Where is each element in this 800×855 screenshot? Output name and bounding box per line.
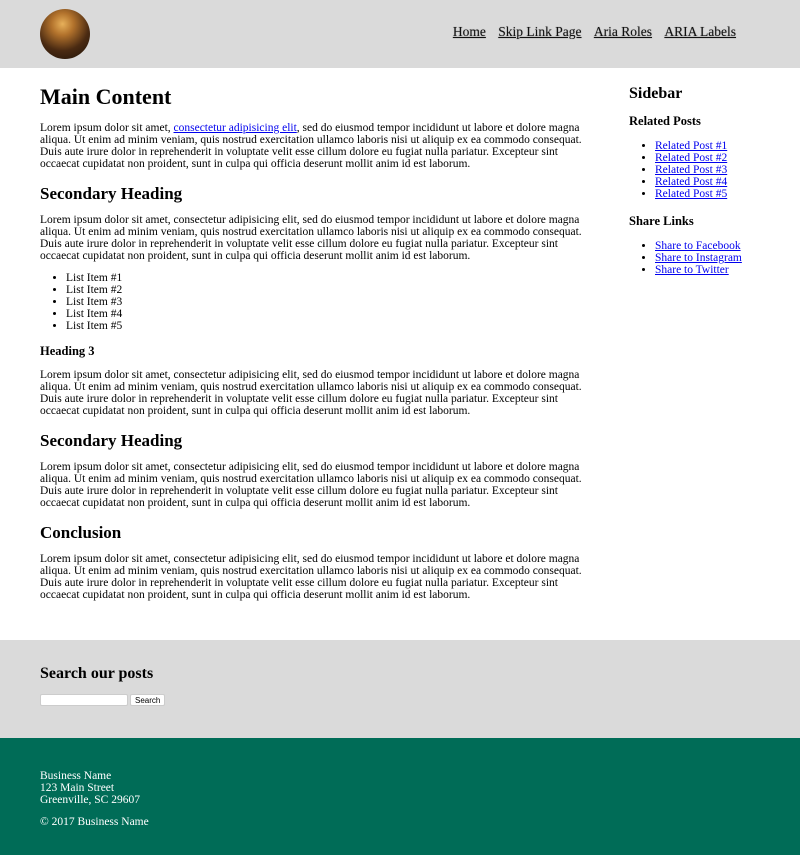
main-nav <box>444 26 736 38</box>
paragraph: Lorem ipsum dolor sit amet, consectetur adipisicing elit, sed do eiusmod tempor incididunt ut labore et dolore magna aliqua. Ut enim ad minim veniam, quis nostrud exercitation ullamco laboris nisi ut aliquip ex ea commodo consequat. Duis aute irure dolor in reprehenderit in voluptate velit esse cillum dolore eu fugiat nulla pariatur. Excepteur sint occaecat cupidatat non proident, sunt in culpa qui officia deserunt mollit anim id est laborum. <box>40 461 582 509</box>
page-title: Main Content <box>40 84 172 109</box>
related-post-link[interactable]: Related Post #5 <box>655 188 728 200</box>
list-item: • List Item #1 <box>66 272 585 284</box>
conclusion-heading: Conclusion <box>40 523 122 542</box>
main-content <box>40 84 585 601</box>
site-header <box>0 0 800 68</box>
search-section <box>0 640 800 738</box>
text: Lorem ipsum dolor sit amet, <box>40 122 174 134</box>
inline-link[interactable]: consectetur adipisicing elit <box>173 122 297 134</box>
sidebar <box>629 84 789 290</box>
share-instagram-link[interactable]: Share to Instagram <box>655 252 742 264</box>
site-footer <box>0 738 800 855</box>
sidebar-title: Sidebar <box>629 85 683 102</box>
logo-avatar[interactable] <box>40 9 90 59</box>
heading-3: Heading 3 <box>40 344 95 358</box>
nav-aria-labels[interactable]: ARIA Labels <box>664 24 736 39</box>
street-address: 123 Main Street <box>40 782 115 794</box>
search-input[interactable] <box>40 694 128 706</box>
share-twitter-link[interactable]: Share to Twitter <box>655 264 729 276</box>
copyright: © 2017 Business Name <box>40 816 149 828</box>
business-name: Business Name <box>40 770 112 782</box>
related-post-link[interactable]: Related Post #4 <box>655 176 728 188</box>
content-list <box>66 272 585 332</box>
search-button[interactable]: Search <box>130 694 165 706</box>
list-item: • List Item #5 <box>66 320 585 332</box>
share-links-heading: Share Links <box>629 214 694 228</box>
related-posts-heading: Related Posts <box>629 114 701 128</box>
list-item: • List Item #3 <box>66 296 585 308</box>
nav-home[interactable]: Home <box>452 24 486 39</box>
secondary-heading: Secondary Heading <box>40 431 183 450</box>
intro-paragraph <box>40 122 585 170</box>
list-item: • List Item #2 <box>66 284 585 296</box>
city-state-zip: Greenville, SC 29607 <box>40 794 140 806</box>
related-post-link[interactable]: Related Post #3 <box>655 164 728 176</box>
secondary-heading: Secondary Heading <box>40 184 183 203</box>
paragraph: Lorem ipsum dolor sit amet, consectetur adipisicing elit, sed do eiusmod tempor incididunt ut labore et dolore magna aliqua. Ut enim ad minim veniam, quis nostrud exercitation ullamco laboris nisi ut aliquip ex ea commodo consequat. Duis aute irure dolor in reprehenderit in voluptate velit esse cillum dolore eu fugiat nulla pariatur. Excepteur sint occaecat cupidatat non proident, sunt in culpa qui officia deserunt mollit anim id est laborum. <box>40 369 582 417</box>
related-post-link[interactable]: Related Post #1 <box>655 140 728 152</box>
paragraph: Lorem ipsum dolor sit amet, consectetur adipisicing elit, sed do eiusmod tempor incididunt ut labore et dolore magna aliqua. Ut enim ad minim veniam, quis nostrud exercitation ullamco laboris nisi ut aliquip ex ea commodo consequat. Duis aute irure dolor in reprehenderit in voluptate velit esse cillum dolore eu fugiat nulla pariatur. Excepteur sint occaecat cupidatat non proident, sunt in culpa qui officia deserunt mollit anim id est laborum. <box>40 553 582 601</box>
nav-skip-link-page[interactable]: Skip Link Page <box>498 24 582 39</box>
list-item: • List Item #4 <box>66 308 585 320</box>
search-heading: Search our posts <box>40 665 154 682</box>
nav-aria-roles[interactable]: Aria Roles <box>593 24 652 39</box>
share-facebook-link[interactable]: Share to Facebook <box>655 240 741 252</box>
text: , sed do eiusmod tempor incididunt ut labore et dolore magna aliqua. Ut enim ad minim veniam, quis nostrud exercitation ullamco laboris nisi ut aliquip ex ea commodo consequat. Duis aute irure dolor in reprehenderit in voluptate velit esse cillum dolore eu fugiat nulla pariatur. Excepteur sint occaecat cupidatat non proident, sunt in culpa qui officia deserunt mollit anim id est laborum. <box>40 122 582 170</box>
paragraph: Lorem ipsum dolor sit amet, consectetur adipisicing elit, sed do eiusmod tempor incididunt ut labore et dolore magna aliqua. Ut enim ad minim veniam, quis nostrud exercitation ullamco laboris nisi ut aliquip ex ea commodo consequat. Duis aute irure dolor in reprehenderit in voluptate velit esse cillum dolore eu fugiat nulla pariatur. Excepteur sint occaecat cupidatat non proident, sunt in culpa qui officia deserunt mollit anim id est laborum. <box>40 214 582 262</box>
related-post-link[interactable]: Related Post #2 <box>655 152 728 164</box>
